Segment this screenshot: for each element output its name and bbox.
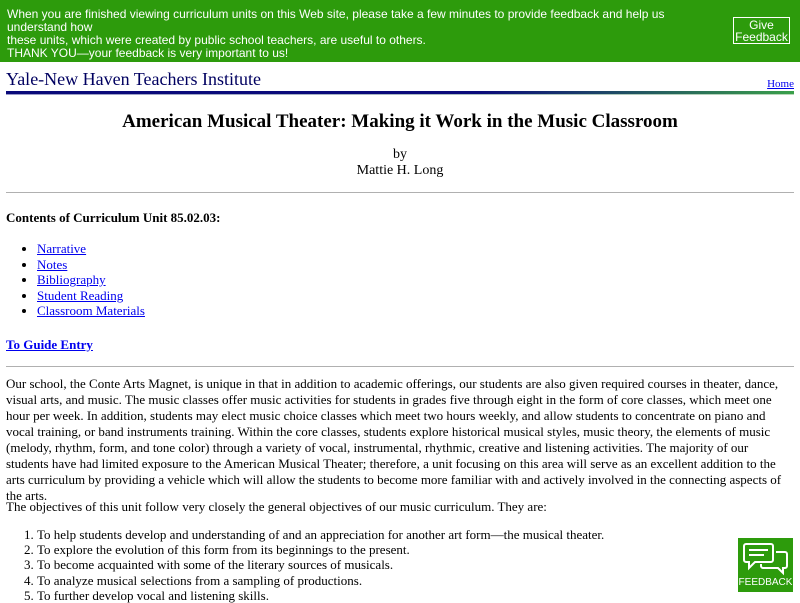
divider bbox=[6, 366, 794, 367]
site-title: Yale-New Haven Teachers Institute bbox=[6, 69, 261, 89]
give-feedback-button[interactable] bbox=[733, 17, 790, 44]
feedback-widget-button[interactable] bbox=[738, 538, 793, 592]
author-name: Mattie H. Long bbox=[356, 163, 444, 178]
toc-link-bibliography[interactable]: Bibliography bbox=[37, 272, 106, 288]
list-item: 4. To analyze musical selections from a sampling of productions. bbox=[37, 573, 604, 588]
list-item: 5. To further develop vocal and listening skills. bbox=[37, 588, 604, 603]
list-item bbox=[37, 288, 145, 304]
list-item bbox=[37, 257, 145, 273]
list-item bbox=[37, 272, 145, 288]
list-item: 1. To help students develop and understanding of and an appreciation for another art form—the musical theater. bbox=[37, 527, 604, 542]
toc-link-notes[interactable]: Notes bbox=[37, 256, 68, 272]
feedback-banner bbox=[0, 0, 800, 62]
guide-entry-link[interactable]: To Guide Entry bbox=[6, 337, 93, 352]
list-item bbox=[37, 303, 145, 319]
home-link[interactable]: Home bbox=[767, 78, 794, 90]
banner-message bbox=[7, 8, 722, 60]
objectives-intro: The objectives of this unit follow very closely the general objectives of our music curriculum. They are: bbox=[6, 499, 547, 514]
contents-list bbox=[20, 241, 145, 319]
intro-paragraph: Our school, the Conte Arts Magnet, is unique in that in addition to academic offerings, our students are also given required courses in theater, dance, visual arts, and music. The music classes offer music activities for students in grades five through eight in the form of core classes, which meet one hour per week. In addition, students may elect music choice classes which meet two hours weekly, and allow students to concentrate on piano and vocal training, or band instruments training. Within the core classes, students explore historical musical styles, music theory, the elements of music (melody, rhythm, form, and tone color) through a variety of vocal, instrumental, rhythmic, creative and listening activities. The majority of our students have had limited exposure to the American Musical Theater; therefore, a unit focusing on this area will serve as an excellent addition to the arts curriculum by providing a vehicle which will allow the students to become more familiar with and actively involved in the connecting aspects of the arts. bbox=[6, 376, 782, 503]
title-divider-shadow bbox=[6, 94, 794, 95]
toc-link-student-reading[interactable]: Student Reading bbox=[37, 287, 124, 303]
give-feedback-label-1: Give bbox=[749, 18, 774, 32]
banner-line: When you are finished viewing curriculum units on this Web site, please take a few minutes to provide feedback and help us understand how bbox=[7, 7, 665, 34]
contents-heading: Contents of Curriculum Unit 85.02.03: bbox=[6, 210, 221, 225]
byline-by: by bbox=[393, 147, 407, 162]
unit-title: American Musical Theater: Making it Work in the Music Classroom bbox=[122, 111, 678, 132]
divider bbox=[6, 192, 794, 193]
banner-line: these units, which were created by public school teachers, are useful to others. bbox=[7, 33, 426, 47]
list-item: 2. To explore the evolution of this form from its beginnings to the present. bbox=[37, 542, 604, 557]
give-feedback-label-2: Feedback bbox=[735, 30, 788, 44]
toc-link-classroom-materials[interactable]: Classroom Materials bbox=[37, 303, 145, 319]
banner-line: THANK YOU—your feedback is very important to us! bbox=[7, 46, 289, 60]
list-item bbox=[37, 241, 145, 257]
chat-bubbles-icon bbox=[743, 542, 788, 576]
list-item: 3. To become acquainted with some of the literary sources of musicals. bbox=[37, 557, 604, 572]
toc-link-narrative[interactable]: Narrative bbox=[37, 241, 87, 256]
objectives-list bbox=[20, 527, 604, 603]
feedback-widget-label: FEEDBACK bbox=[738, 577, 793, 588]
